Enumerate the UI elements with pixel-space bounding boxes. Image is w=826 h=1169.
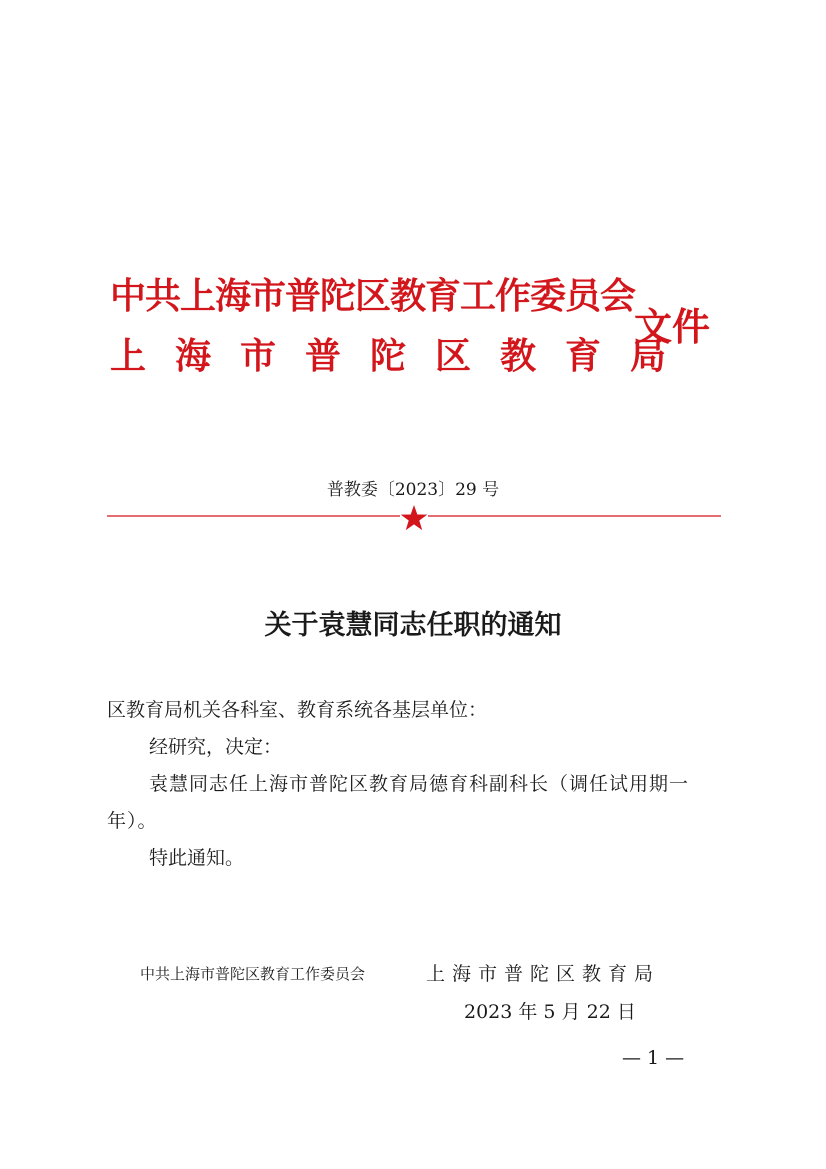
red-divider-with-star (107, 505, 721, 535)
page-number: — 1 — (622, 1047, 685, 1069)
star-icon (401, 505, 428, 530)
signature-party-committee: 中共上海市普陀区教育工作委员会 (140, 965, 366, 983)
body-paragraph: 经研究，决定： (149, 736, 283, 758)
document-title: 关于袁慧同志任职的通知 (264, 610, 562, 641)
document-number: 普教委〔2023〕29 号 (326, 480, 500, 500)
recipient-line: 区教育局机关各科室、教育系统各基层单位： (107, 699, 488, 721)
issuer-education-bureau: 上海市普陀区教育局 (110, 335, 696, 377)
body-paragraph: 袁慧同志任上海市普陀区教育局德育科副科长（调任试用期一年）。 (107, 773, 690, 832)
body-paragraph: 特此通知。 (149, 847, 245, 869)
signature-education-bureau: 上海市普陀区教育局 (426, 963, 661, 985)
document-suffix: 文件 (634, 304, 711, 349)
signature-date: 2023 年 5 月 22 日 (464, 1001, 636, 1023)
issuer-party-committee: 中共上海市普陀区教育工作委员会 (110, 275, 636, 317)
